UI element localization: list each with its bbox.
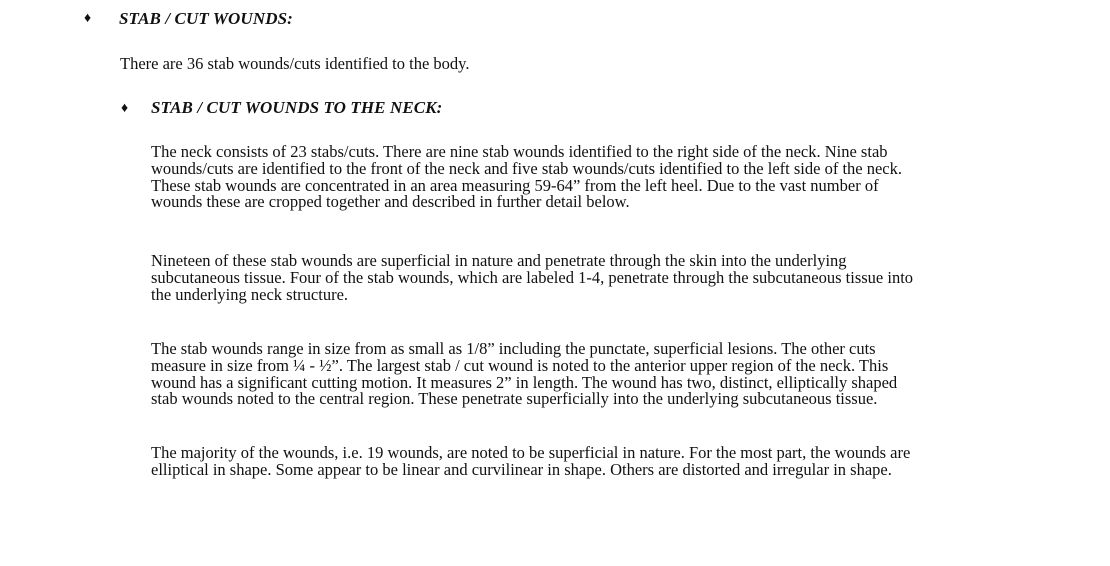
paragraph-line: wounds/cuts are identified to the front of the neck and five stab wounds/cuts identified to the left side of the neck. (151, 158, 902, 178)
bullet-icon: ♦ (84, 11, 92, 26)
bullet-icon: ♦ (121, 101, 129, 116)
paragraph-line: wound has a significant cutting motion. It measures 2” in length. The wound has two, distinct, elliptically shaped (151, 372, 898, 392)
paragraph-majority (151, 445, 1031, 479)
paragraph-size-range (151, 341, 1031, 408)
paragraph-line: measure in size from ¼ - ½”. The largest stab / cut wound is noted to the anterior upper region of the neck. This (151, 355, 889, 375)
paragraph-neck-count (151, 144, 1031, 211)
paragraph-line: Nineteen of these stab wounds are superficial in nature and penetrate through the skin into the underlying (151, 251, 847, 270)
paragraph-superficial (151, 253, 1031, 303)
paragraph-line: The neck consists of 23 stabs/cuts. There are nine stab wounds identified to the right side of the neck. Nine stab (151, 142, 888, 161)
paragraph-line: the underlying neck structure. (151, 284, 349, 304)
paragraph-line: stab wounds noted to the central region. These penetrate superficially into the underlying subcutaneous tissue. (151, 389, 878, 409)
paragraph-line: wounds these are cropped together and described in further detail below. (151, 192, 630, 212)
paragraph-line: elliptical in shape. Some appear to be linear and curvilinear in shape. Others are distorted and irregular in shape. (151, 459, 892, 479)
paragraph-line: The majority of the wounds, i.e. 19 wounds, are noted to be superficial in nature. For the most part, the wounds are (151, 443, 911, 462)
section-heading-stab-cut-wounds: STAB / CUT WOUNDS: (119, 9, 293, 28)
intro-text: There are 36 stab wounds/cuts identified to the body. (120, 54, 470, 73)
paragraph-line: subcutaneous tissue. Four of the stab wounds, which are labeled 1-4, penetrate through the subcutaneous tissue into (151, 267, 914, 287)
paragraph-line: These stab wounds are concentrated in an area measuring 59-64” from the left heel. Due to the vast number of (151, 175, 879, 195)
section-heading-neck-wounds: STAB / CUT WOUNDS TO THE NECK: (151, 98, 443, 117)
paragraph-line: The stab wounds range in size from as small as 1/8” including the punctate, superficial lesions. The other cuts (151, 339, 876, 358)
